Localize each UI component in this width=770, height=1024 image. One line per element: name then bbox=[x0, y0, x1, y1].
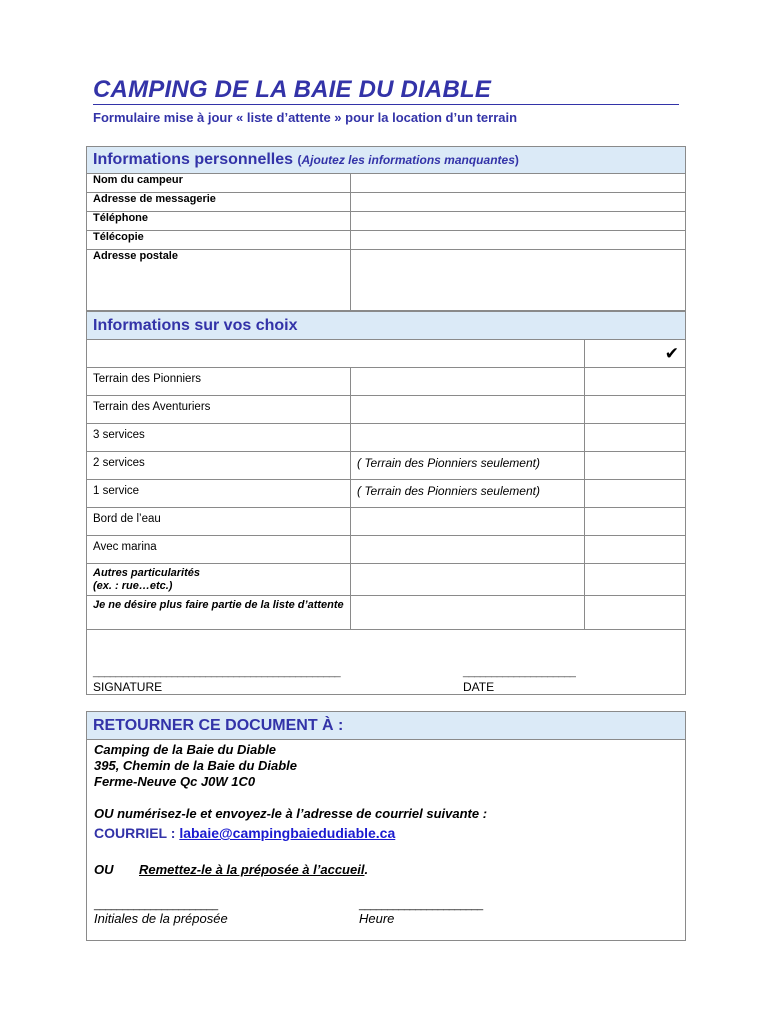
field-label-adresse-postale: Adresse postale bbox=[87, 250, 351, 311]
field-label-telephone: Téléphone bbox=[87, 212, 351, 231]
heure-label: Heure bbox=[359, 911, 395, 926]
choice-detail-bord-eau bbox=[351, 508, 585, 536]
choice-check-quit[interactable] bbox=[585, 596, 686, 630]
email-link[interactable]: labaie@campingbaiedudiable.ca bbox=[179, 825, 396, 841]
choice-check-aventuriers[interactable] bbox=[585, 396, 686, 424]
choices-heading: Informations sur vos choix bbox=[93, 316, 298, 334]
choice-label-1-service: 1 service bbox=[87, 480, 351, 508]
choice-check-marina[interactable] bbox=[585, 536, 686, 564]
initiales-label: Initiales de la préposée bbox=[94, 911, 228, 926]
address-line-2: 395, Chemin de la Baie du Diable bbox=[94, 758, 298, 773]
scan-instructions: OU numérisez-le et envoyez-le à l’adresse de courriel suivante : bbox=[94, 806, 488, 821]
choice-label-pionniers: Terrain des Pionniers bbox=[87, 368, 351, 396]
choice-note-2-services: ( Terrain des Pionniers seulement) bbox=[351, 452, 585, 480]
field-input-adresse-postale[interactable] bbox=[351, 250, 686, 311]
courriel-row bbox=[94, 825, 395, 841]
personal-info-header bbox=[87, 147, 686, 174]
address-line-1: Camping de la Baie du Diable bbox=[94, 742, 277, 757]
autres-label: Autres particularités bbox=[93, 567, 200, 579]
personal-info-table bbox=[86, 146, 686, 311]
title-rule bbox=[93, 104, 679, 105]
choice-check-pionniers[interactable] bbox=[585, 368, 686, 396]
choice-check-3-services[interactable] bbox=[585, 424, 686, 452]
choice-label-3-services: 3 services bbox=[87, 424, 351, 452]
choice-label-marina: Avec marina bbox=[87, 536, 351, 564]
choice-label-2-services: 2 services bbox=[87, 452, 351, 480]
choice-check-autres[interactable] bbox=[585, 564, 686, 596]
choice-check-1-service[interactable] bbox=[585, 480, 686, 508]
initiales-line: ______________________ bbox=[94, 899, 218, 911]
return-header bbox=[87, 712, 686, 740]
field-label-telecopie: Télécopie bbox=[87, 231, 351, 250]
choice-detail-pionniers bbox=[351, 368, 585, 396]
remettez-text: Remettez-le à la préposée à l’accueil bbox=[139, 862, 365, 877]
choice-detail-marina bbox=[351, 536, 585, 564]
choice-label-bord-eau: Bord de l’eau bbox=[87, 508, 351, 536]
return-table bbox=[86, 711, 686, 941]
choice-label-aventuriers: Terrain des Aventuriers bbox=[87, 396, 351, 424]
field-input-messagerie[interactable] bbox=[351, 193, 686, 212]
choice-label-quit: Je ne désire plus faire partie de la liste d’attente bbox=[87, 596, 351, 630]
page-subtitle: Formulaire mise à jour « liste d’attente » pour la location d’un terrain bbox=[93, 110, 518, 125]
checkmark-icon: ✔ bbox=[585, 340, 686, 368]
ou-label: OU bbox=[94, 862, 114, 877]
autres-example: (ex. : rue…etc.) bbox=[93, 580, 173, 592]
heure-line: ______________________ bbox=[359, 899, 483, 911]
signature-area[interactable] bbox=[87, 630, 686, 695]
signature-line: ____________________________________________ bbox=[93, 666, 341, 678]
date-line: ____________________ bbox=[463, 666, 576, 678]
choice-detail-aventuriers bbox=[351, 396, 585, 424]
choices-table bbox=[86, 311, 686, 695]
date-label: DATE bbox=[463, 680, 495, 694]
field-label-nom: Nom du campeur bbox=[87, 174, 351, 193]
remettez-period: . bbox=[364, 862, 369, 877]
note-paren-open: ( bbox=[297, 153, 302, 167]
choice-input-autres[interactable] bbox=[351, 564, 585, 596]
signature-label: SIGNATURE bbox=[93, 680, 163, 694]
choices-header bbox=[87, 312, 686, 340]
personal-info-heading: Informations personnelles bbox=[93, 151, 294, 168]
choice-detail-3-services bbox=[351, 424, 585, 452]
choice-detail-quit bbox=[351, 596, 585, 630]
page-title: CAMPING DE LA BAIE DU DIABLE bbox=[93, 76, 492, 103]
choice-label-autres bbox=[87, 564, 351, 596]
mailing-address bbox=[94, 742, 297, 790]
field-input-telephone[interactable] bbox=[351, 212, 686, 231]
remettez-instructions bbox=[139, 862, 368, 877]
field-input-telecopie[interactable] bbox=[351, 231, 686, 250]
choice-note-1-service: ( Terrain des Pionniers seulement) bbox=[351, 480, 585, 508]
courriel-label: COURRIEL : bbox=[94, 825, 176, 841]
choice-check-bord-eau[interactable] bbox=[585, 508, 686, 536]
choice-check-2-services[interactable] bbox=[585, 452, 686, 480]
return-body bbox=[87, 740, 686, 941]
personal-info-note: Ajoutez les informations manquantes bbox=[301, 153, 515, 167]
note-paren-close: ) bbox=[514, 153, 519, 167]
field-input-nom[interactable] bbox=[351, 174, 686, 193]
return-heading: RETOURNER CE DOCUMENT À : bbox=[93, 716, 344, 734]
field-label-messagerie: Adresse de messagerie bbox=[87, 193, 351, 212]
choices-subheader-blank bbox=[87, 340, 585, 368]
address-line-3: Ferme-Neuve Qc J0W 1C0 bbox=[94, 774, 256, 789]
